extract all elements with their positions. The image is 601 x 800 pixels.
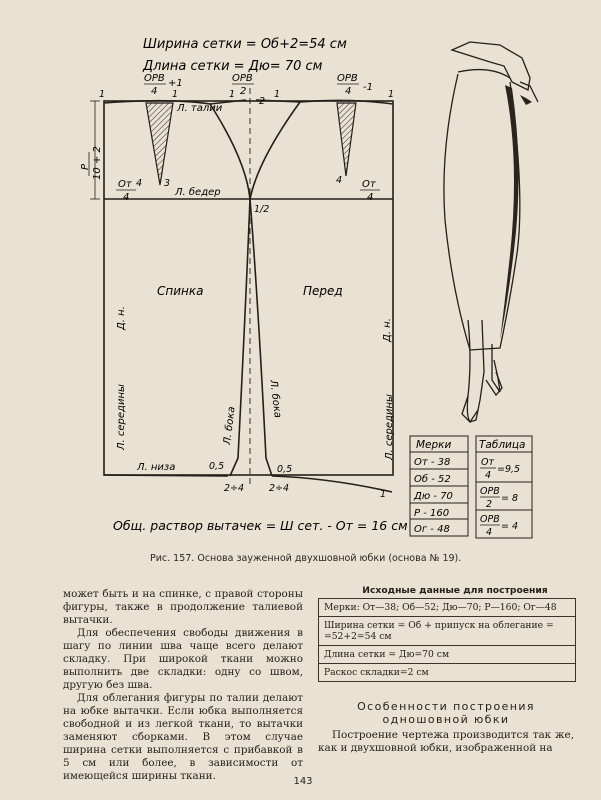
calc-row2-val: = 8 <box>501 493 519 504</box>
yoke-dimension-bottom: 10 + 2 <box>92 146 103 180</box>
section-heading-line-1: Особенности построения <box>357 700 535 713</box>
calc-row1-num: От <box>481 457 495 468</box>
grid-width-formula: Ширина сетки = Об+2=54 см <box>143 37 347 52</box>
back-label: Спинка <box>157 284 204 298</box>
hip-line-label: Л. бедер <box>175 187 221 198</box>
svg-text:2÷4: 2÷4 <box>224 483 245 494</box>
waist-line-label: Л. талии <box>177 103 223 114</box>
svg-text:4: 4 <box>123 192 130 203</box>
measure-row: Дю - 70 <box>414 491 453 502</box>
side-line-label-right: Л. бока <box>267 379 283 419</box>
hand-sketch <box>520 95 532 105</box>
svg-text:-1: -1 <box>363 82 373 93</box>
hem-line-label: Л. низа <box>137 462 176 473</box>
svg-text:1: 1 <box>274 89 281 100</box>
grid-length-formula: Длина сетки = Дю= 70 см <box>143 59 323 74</box>
svg-text:От: От <box>118 179 132 190</box>
grain-label-right: Д. н. <box>382 318 393 342</box>
dart-total-formula: Общ. раствор вытачек = Ш сет. - От = 16 см <box>113 518 408 533</box>
paragraph: может быть и на спинке, с правой стороны фигуры, также в продолжение талиевой вытачки. <box>63 588 303 626</box>
right-column-text <box>318 729 574 755</box>
calc-row3-val: = 4 <box>501 521 519 532</box>
center-line-label-left: Л. середины <box>116 384 127 450</box>
svg-text:1: 1 <box>380 489 387 500</box>
page-number: 143 <box>293 776 313 787</box>
source-data-title: Исходные данные для построения <box>362 585 548 596</box>
left-column-text <box>63 588 303 783</box>
measures-table <box>410 436 468 536</box>
front-dart <box>337 103 356 176</box>
back-dart <box>146 103 173 185</box>
figure-caption: Рис. 157. Основа зауженной двухшовной юбки (основа № 19). <box>150 553 462 564</box>
svg-text:ОРВ: ОРВ <box>232 73 253 84</box>
svg-text:2÷4: 2÷4 <box>269 483 290 494</box>
measure-row: Об - 52 <box>414 474 451 485</box>
grain-label-left: Д. н. <box>116 306 127 330</box>
source-spread-row: Раскос складки=2 см <box>324 667 429 678</box>
svg-text:4: 4 <box>336 175 343 186</box>
calc-row2-den: 2 <box>486 499 493 510</box>
svg-text:1/2: 1/2 <box>254 204 270 215</box>
section-heading <box>318 700 574 726</box>
yoke-dimension-top: P <box>80 163 91 170</box>
svg-text:ОРВ: ОРВ <box>144 73 165 84</box>
measure-row: От - 38 <box>414 457 451 468</box>
source-measures-row: Мерки: От—38; Об—52; Дю—70; Р—160; Ог—48 <box>319 599 575 617</box>
source-width-row: Ширина сетки = Об + припуск на облегание = =52+2=54 см <box>319 617 575 646</box>
svg-text:0,5: 0,5 <box>209 461 225 472</box>
hem-curve <box>104 475 392 492</box>
measure-row: Р - 160 <box>414 508 450 519</box>
source-length-row: Длина сетки = Дю=70 см <box>319 646 575 664</box>
calc-row1-val: =9,5 <box>497 464 521 475</box>
calc-row3-den: 4 <box>486 527 493 538</box>
svg-text:4: 4 <box>151 86 158 97</box>
front-side-seam <box>250 102 300 476</box>
paragraph: Для облегания фигуры по талии делают на юбке вытачки. Если юбка выполняется свободной и из легкой ткани, то вытачки заменяют сборками. В этом случае ширина сетки выполняется с прибавкой в 5 см или более, в зависимости от имеющейся ширины ткани. <box>63 692 303 782</box>
section-heading-line-2: одношовной юбки <box>382 713 510 726</box>
svg-text:1: 1 <box>388 89 395 100</box>
svg-text:2: 2 <box>259 96 266 107</box>
svg-text:1: 1 <box>99 89 106 100</box>
dart-formula-center <box>232 73 254 97</box>
measures-header: Мерки <box>416 439 452 451</box>
svg-text:4: 4 <box>367 192 374 203</box>
side-line-label-left: Л. бока <box>222 405 238 446</box>
calc-header: Таблица <box>479 439 526 451</box>
measure-row: Ог - 48 <box>414 524 450 535</box>
center-line-label-right: Л. середины <box>384 394 395 460</box>
calc-row1-den: 4 <box>485 470 492 481</box>
paragraph: Построение чертежа производится так же, как и двухшовной юбки, изображенной на <box>318 729 574 754</box>
svg-text:1: 1 <box>172 89 179 100</box>
svg-text:0,5: 0,5 <box>277 464 293 475</box>
calc-row3-num: ОРВ <box>480 514 500 525</box>
dart-formula-right <box>337 73 373 97</box>
svg-text:ОРВ: ОРВ <box>337 73 358 84</box>
svg-text:4: 4 <box>345 86 352 97</box>
pattern-grid-frame <box>104 101 393 475</box>
front-label: Перед <box>303 284 343 298</box>
svg-text:От: От <box>362 179 376 190</box>
svg-text:2: 2 <box>240 86 247 97</box>
svg-text:1: 1 <box>229 89 236 100</box>
calc-row2-num: ОРВ <box>480 486 500 497</box>
svg-text:3: 3 <box>164 178 171 189</box>
calc-table <box>476 436 532 538</box>
source-data-table <box>318 598 576 682</box>
svg-text:+1: +1 <box>168 78 183 89</box>
svg-text:4: 4 <box>136 178 143 189</box>
paragraph: Для обеспечения свободы движения в шагу по линии шва чаще всего делают складку. При широкой ткани можно выполнить две складки: одну со швом, другую без шва. <box>63 627 303 691</box>
